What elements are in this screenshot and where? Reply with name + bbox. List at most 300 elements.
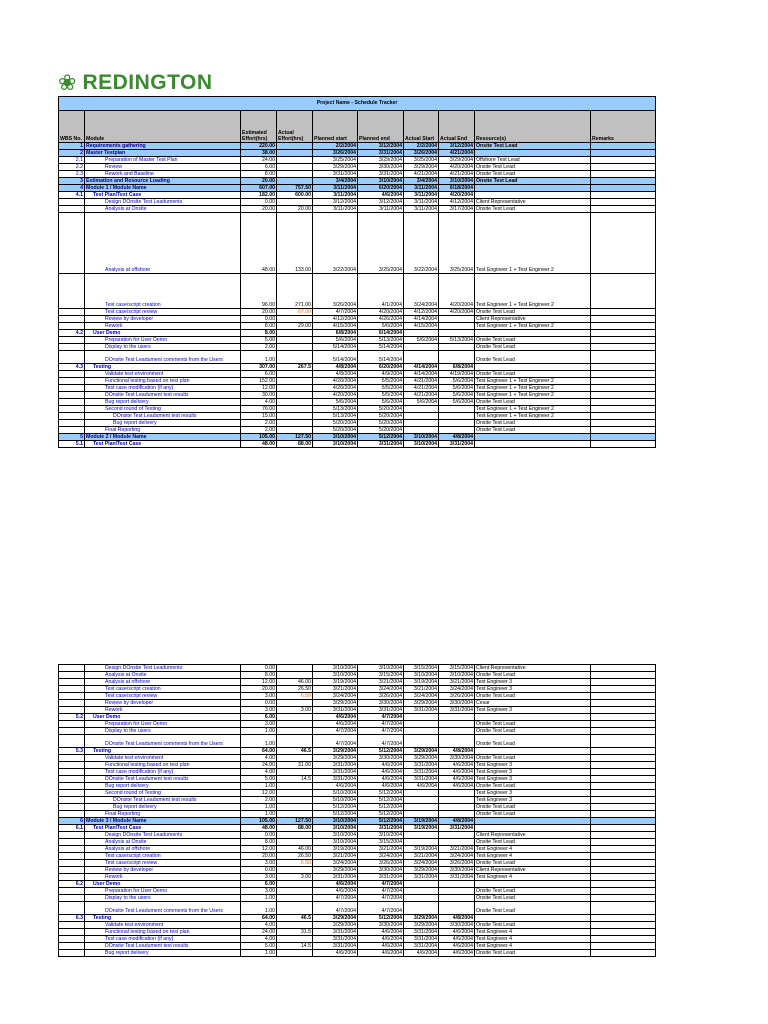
cell-aend: 4/20/2004 — [439, 192, 475, 199]
cell-astart: 3/19/2004 — [404, 818, 439, 825]
cell-pstart: 3/31/2004 — [313, 776, 358, 783]
redington-logo — [58, 70, 213, 96]
cell-pend: 5/20/2004 — [358, 420, 404, 427]
cell-astart: 3/29/2004 — [404, 164, 439, 171]
cell-res: Onsite Test Lead — [475, 351, 591, 364]
cell-est: 12.00 — [241, 679, 277, 686]
cell-module: Design DOnsite Test Leaduments — [85, 665, 241, 672]
cell-module: Test case/script review — [85, 309, 241, 316]
cell-aend: 5/13/2004 — [439, 337, 475, 344]
cell-rem — [591, 364, 656, 371]
cell-wbs — [59, 274, 85, 309]
cell-est: 220.00 — [241, 143, 277, 150]
cell-wbs — [59, 922, 85, 929]
table-row — [59, 143, 656, 150]
cell-est: 105.00 — [241, 434, 277, 441]
cell-pend: 4/7/2004 — [358, 714, 404, 721]
cell-wbs — [59, 337, 85, 344]
schedule-tracker-table-continued — [58, 664, 656, 957]
cell-module: Analysis at Onsite — [85, 839, 241, 846]
cell-module: Analysis at offshore — [85, 213, 241, 274]
cell-astart — [404, 728, 439, 735]
cell-aend: 4/21/2004 — [439, 171, 475, 178]
cell-est: 6.00 — [241, 164, 277, 171]
cell-astart: 3/31/2004 — [404, 929, 439, 936]
col-header-pend: Planned end — [358, 111, 404, 143]
cell-module: Validate test environment — [85, 371, 241, 378]
cell-wbs: 4.3 — [59, 364, 85, 371]
col-header-wbs: WBS No. — [59, 111, 85, 143]
cell-pend: 5/12/2004 — [358, 748, 404, 755]
cell-astart — [404, 721, 439, 728]
table-row — [59, 936, 656, 943]
cell-rem — [591, 832, 656, 839]
cell-est: 105.00 — [241, 818, 277, 825]
cell-act: 14.5 — [277, 776, 313, 783]
cell-wbs: 2 — [59, 150, 85, 157]
cell-act: 14.5 — [277, 943, 313, 950]
cell-astart: 3/11/2004 — [404, 192, 439, 199]
cell-rem — [591, 316, 656, 323]
table-row — [59, 378, 656, 385]
cell-rem — [591, 902, 656, 915]
col-header-est: Estimated Effort(hrs) — [241, 111, 277, 143]
cell-pstart: 3/29/2004 — [313, 748, 358, 755]
cell-aend: 4/6/2004 — [439, 929, 475, 936]
table-row — [59, 790, 656, 797]
cell-aend: 3/24/2004 — [439, 853, 475, 860]
cell-pend: 3/25/2004 — [358, 213, 404, 274]
cell-res: Onsite Test Lead — [475, 888, 591, 895]
cell-astart — [404, 797, 439, 804]
cell-module: Preparation of Master Test Plan — [85, 157, 241, 164]
cell-pend: 4/6/2004 — [358, 936, 404, 943]
cell-aend: 3/15/2004 — [439, 665, 475, 672]
cell-pend: 5/5/2004 — [358, 378, 404, 385]
cell-pend: 3/30/2004 — [358, 922, 404, 929]
cell-res: Onsite Test Lead — [475, 902, 591, 915]
cell-act: 46.5 — [277, 748, 313, 755]
cell-est: 6.00 — [241, 371, 277, 378]
cell-est: 4.00 — [241, 936, 277, 943]
cell-astart: 4/12/2004 — [404, 309, 439, 316]
cell-astart — [404, 427, 439, 434]
cell-wbs — [59, 309, 85, 316]
cell-pend: 5/12/2004 — [358, 797, 404, 804]
cell-pend: 3/21/2004 — [358, 846, 404, 853]
cell-res: Onsite Test Lead — [475, 839, 591, 846]
cell-res: Cesar — [475, 700, 591, 707]
cell-est: 1.00 — [241, 895, 277, 902]
table-row — [59, 700, 656, 707]
cell-aend — [439, 888, 475, 895]
cell-aend — [439, 797, 475, 804]
cell-rem — [591, 895, 656, 902]
table-row — [59, 804, 656, 811]
cell-pend: 4/7/2004 — [358, 881, 404, 888]
table-row — [59, 797, 656, 804]
cell-act: 600.00 — [277, 192, 313, 199]
cell-rem — [591, 721, 656, 728]
table-row — [59, 434, 656, 441]
cell-res: Onsite Test Lead — [475, 728, 591, 735]
cell-astart: 4/6/2004 — [404, 950, 439, 957]
cell-rem — [591, 936, 656, 943]
cell-pend: 3/10/2004 — [358, 665, 404, 672]
cell-est: 0.00 — [241, 832, 277, 839]
cell-wbs — [59, 427, 85, 434]
cell-pstart: 3/24/2004 — [313, 860, 358, 867]
cell-act: 31.00 — [277, 762, 313, 769]
table-row — [59, 686, 656, 693]
cell-pstart: 5/13/2004 — [313, 413, 358, 420]
cell-act — [277, 902, 313, 915]
cell-res — [475, 364, 591, 371]
cell-wbs — [59, 929, 85, 936]
cell-act — [277, 936, 313, 943]
cell-astart: 3/22/2004 — [404, 213, 439, 274]
cell-module: Review by developer — [85, 867, 241, 874]
cell-pend: 3/30/2004 — [358, 867, 404, 874]
table-row — [59, 902, 656, 915]
cell-act — [277, 406, 313, 413]
cell-res: Onsite Test Lead — [475, 922, 591, 929]
cell-pend: 5/12/2004 — [358, 811, 404, 818]
cell-est: 38.00 — [241, 150, 277, 157]
cell-pend: 5/5/2004 — [358, 392, 404, 399]
cell-pend: 4/7/2004 — [358, 721, 404, 728]
cell-act — [277, 783, 313, 790]
cell-wbs: 3 — [59, 178, 85, 185]
table-row — [59, 922, 656, 929]
cell-pstart: 5/14/2004 — [313, 344, 358, 351]
cell-res: Onsite Test Lead — [475, 693, 591, 700]
cell-module: Final Reporting — [85, 427, 241, 434]
cell-module: User Demo — [85, 881, 241, 888]
cell-module: Design DOnsite Test Leaduments — [85, 832, 241, 839]
table-row — [59, 413, 656, 420]
cell-rem — [591, 839, 656, 846]
cell-wbs: 6.2 — [59, 881, 85, 888]
cell-res — [475, 192, 591, 199]
table-row — [59, 783, 656, 790]
table-row — [59, 192, 656, 199]
cell-aend — [439, 714, 475, 721]
cell-act — [277, 351, 313, 364]
table-row — [59, 309, 656, 316]
table-row — [59, 776, 656, 783]
cell-pstart: 3/10/2004 — [313, 434, 358, 441]
cell-wbs: 6.1 — [59, 825, 85, 832]
cell-rem — [591, 804, 656, 811]
cell-module: Analysis at offshore — [85, 846, 241, 853]
table-row — [59, 853, 656, 860]
cell-module: DOnsite Test Leadument comments from the Users — [85, 902, 241, 915]
cell-aend: 4/6/2004 — [439, 936, 475, 943]
cell-astart: 3/11/2004 — [404, 199, 439, 206]
cell-wbs — [59, 762, 85, 769]
cell-wbs — [59, 385, 85, 392]
cell-rem — [591, 748, 656, 755]
cell-module: Second round of Testing — [85, 790, 241, 797]
table-row — [59, 274, 656, 309]
cell-wbs — [59, 888, 85, 895]
cell-res: Onsite Test Lead — [475, 143, 591, 150]
cell-module: Review by developer — [85, 316, 241, 323]
table-row — [59, 316, 656, 323]
cell-res: Onsite Test Lead — [475, 206, 591, 213]
cell-rem — [591, 192, 656, 199]
cell-astart: 4/21/2004 — [404, 385, 439, 392]
table-row — [59, 206, 656, 213]
cell-est: 3.00 — [241, 721, 277, 728]
cell-rem — [591, 915, 656, 922]
cell-est: 8.00 — [241, 839, 277, 846]
cell-aend: 5/6/2004 — [439, 392, 475, 399]
cell-res: Onsite Test Lead — [475, 427, 591, 434]
cell-pstart: 3/29/2004 — [313, 700, 358, 707]
cell-module: DOnsite Test Leadument test results — [85, 413, 241, 420]
cell-est: 4.00 — [241, 399, 277, 406]
cell-aend: 5/6/2004 — [439, 378, 475, 385]
cell-wbs: 5 — [59, 434, 85, 441]
cell-astart — [404, 351, 439, 364]
cell-module: Test case modification (if any) — [85, 385, 241, 392]
cell-astart: 3/31/2004 — [404, 769, 439, 776]
cell-aend: 3/29/2004 — [439, 157, 475, 164]
cell-wbs — [59, 392, 85, 399]
cell-astart — [404, 811, 439, 818]
cell-pend: 5/12/2004 — [358, 790, 404, 797]
cell-act: 88.00 — [277, 441, 313, 448]
cell-est: 12.00 — [241, 846, 277, 853]
cell-pstart: 4/7/2004 — [313, 735, 358, 748]
cell-wbs — [59, 755, 85, 762]
cell-module: Rework — [85, 874, 241, 881]
cell-est: 48.00 — [241, 213, 277, 274]
cell-rem — [591, 399, 656, 406]
cell-pstart: 4/12/2004 — [313, 316, 358, 323]
cell-pstart: 5/12/2004 — [313, 804, 358, 811]
cell-wbs: 5.3 — [59, 748, 85, 755]
cell-pend: 5/20/2004 — [358, 406, 404, 413]
sheet-title: Project Name - Schedule Tracker — [59, 97, 656, 111]
cell-pend: 5/12/2004 — [358, 434, 404, 441]
table-row — [59, 185, 656, 192]
cell-pstart: 3/19/2004 — [313, 846, 358, 853]
cell-est: 0.00 — [241, 665, 277, 672]
cell-wbs — [59, 797, 85, 804]
cell-astart: 3/25/2004 — [404, 157, 439, 164]
cell-aend: 3/17/2004 — [439, 206, 475, 213]
cell-act: 26.50 — [277, 853, 313, 860]
cell-est: 20.00 — [241, 178, 277, 185]
cell-astart: 3/24/2004 — [404, 860, 439, 867]
table-row — [59, 441, 656, 448]
cell-aend: 3/12/2004 — [439, 143, 475, 150]
cell-module: Module 1 / Module Name — [85, 185, 241, 192]
cell-pstart: 5/13/2004 — [313, 406, 358, 413]
table-row — [59, 420, 656, 427]
cell-act — [277, 790, 313, 797]
cell-pend: 3/30/2004 — [358, 755, 404, 762]
cell-astart: 3/21/2004 — [404, 686, 439, 693]
cell-act — [277, 735, 313, 748]
cell-est: 1.00 — [241, 902, 277, 915]
cell-wbs — [59, 769, 85, 776]
cell-module: Final Reporting — [85, 811, 241, 818]
cell-aend: 4/6/2004 — [439, 776, 475, 783]
cell-est: 182.00 — [241, 192, 277, 199]
cell-rem — [591, 950, 656, 957]
col-header-module: Module — [85, 111, 241, 143]
cell-res: Onsite Test Lead — [475, 309, 591, 316]
cell-est: 4.00 — [241, 922, 277, 929]
cell-pstart: 3/10/2004 — [313, 839, 358, 846]
cell-act — [277, 399, 313, 406]
cell-astart: 3/11/2004 — [404, 185, 439, 192]
cell-res: Test Engineer 4 — [475, 853, 591, 860]
cell-res: Test Engineer 3 — [475, 686, 591, 693]
cell-astart: 5/6/2004 — [404, 337, 439, 344]
cell-pend: 6/20/2004 — [358, 364, 404, 371]
cell-astart — [404, 895, 439, 902]
cell-res: Test Engineer 1 + Test Engineer 2 — [475, 413, 591, 420]
cell-est: 5.00 — [241, 776, 277, 783]
table-row — [59, 818, 656, 825]
cell-wbs — [59, 316, 85, 323]
cell-astart: 4/6/2004 — [404, 783, 439, 790]
cell-est: 96.00 — [241, 274, 277, 309]
cell-rem — [591, 783, 656, 790]
cell-module: DOnsite Test Leadument comments from the Users — [85, 351, 241, 364]
cell-pstart: 3/4/2004 — [313, 178, 358, 185]
table-row — [59, 721, 656, 728]
cell-wbs — [59, 846, 85, 853]
cell-res: Onsite Test Lead — [475, 337, 591, 344]
table-row — [59, 950, 656, 957]
cell-pend: 5/14/2004 — [358, 351, 404, 364]
cell-wbs — [59, 790, 85, 797]
cell-pend: 4/7/2004 — [358, 895, 404, 902]
cell-rem — [591, 351, 656, 364]
cell-module: Bug report delivery — [85, 399, 241, 406]
cell-pend: 3/31/2004 — [358, 150, 404, 157]
cell-rem — [591, 853, 656, 860]
cell-aend: 4/6/2004 — [439, 783, 475, 790]
cell-module: Test case/script creation — [85, 274, 241, 309]
table-row — [59, 344, 656, 351]
table-row — [59, 164, 656, 171]
cell-aend: 4/20/2004 — [439, 164, 475, 171]
cell-pstart: 3/29/2004 — [313, 915, 358, 922]
cell-res: Test Engineer 4 — [475, 936, 591, 943]
cell-wbs: 5.2 — [59, 714, 85, 721]
cell-rem — [591, 776, 656, 783]
cell-aend: 6/18/2004 — [439, 185, 475, 192]
cell-aend — [439, 832, 475, 839]
cell-pstart: 3/31/2004 — [313, 943, 358, 950]
cell-pend: 5/14/2004 — [358, 344, 404, 351]
cell-rem — [591, 693, 656, 700]
cell-pstart: 4/7/2004 — [313, 902, 358, 915]
cell-pstart: 3/31/2004 — [313, 171, 358, 178]
cell-module: Validate test environment — [85, 922, 241, 929]
cell-aend — [439, 735, 475, 748]
cell-act — [277, 804, 313, 811]
col-header-resources: Resource(s) — [475, 111, 591, 143]
cell-pend: 3/31/2004 — [358, 825, 404, 832]
cell-est: 12.00 — [241, 385, 277, 392]
cell-act — [277, 728, 313, 735]
col-header-aend: Actual End — [439, 111, 475, 143]
table-row — [59, 728, 656, 735]
cell-rem — [591, 929, 656, 936]
cell-aend: 4/21/2004 — [439, 150, 475, 157]
cell-res: Client Representative — [475, 665, 591, 672]
cell-est: 6.00 — [241, 714, 277, 721]
cell-act: 267.5 — [277, 364, 313, 371]
cell-rem — [591, 344, 656, 351]
cell-pend: 3/15/2004 — [358, 839, 404, 846]
cell-pstart: 3/21/2004 — [313, 853, 358, 860]
cell-pend: 3/31/2004 — [358, 874, 404, 881]
cell-aend: 4/8/2004 — [439, 915, 475, 922]
cell-pend: 3/11/2004 — [358, 206, 404, 213]
cell-aend — [439, 804, 475, 811]
cell-pstart: 4/6/2004 — [313, 714, 358, 721]
col-header-pstart: Planned start — [313, 111, 358, 143]
cell-astart — [404, 330, 439, 337]
cell-aend — [439, 427, 475, 434]
cell-res: Onsite Test Lead — [475, 164, 591, 171]
cell-module: Module 2 / Module Name — [85, 434, 241, 441]
cell-est: 24.00 — [241, 929, 277, 936]
cell-act: 3.00 — [277, 874, 313, 881]
cell-res: Test Engineer 3 — [475, 797, 591, 804]
cell-pend: 4/7/2004 — [358, 735, 404, 748]
cell-res: Test Engineer 3 — [475, 790, 591, 797]
cell-pend: 4/6/2004 — [358, 929, 404, 936]
cell-est: 3.00 — [241, 888, 277, 895]
cell-aend: 3/30/2004 — [439, 755, 475, 762]
cell-astart: 3/21/2004 — [404, 853, 439, 860]
cell-module: Test case modification (if any) — [85, 936, 241, 943]
cell-rem — [591, 178, 656, 185]
cell-module: Test Plan/Test Case — [85, 441, 241, 448]
cell-astart: 3/10/2004 — [404, 434, 439, 441]
cell-pstart: 3/10/2004 — [313, 825, 358, 832]
cell-act — [277, 832, 313, 839]
cell-res: Test Engineer 3 — [475, 762, 591, 769]
cell-wbs: 6 — [59, 818, 85, 825]
cell-rem — [591, 811, 656, 818]
cell-pstart: 4/20/2004 — [313, 385, 358, 392]
cell-module: Validate test environment — [85, 755, 241, 762]
cell-est: 48.00 — [241, 441, 277, 448]
cell-pend: 4/6/2004 — [358, 943, 404, 950]
cell-est: 24.00 — [241, 157, 277, 164]
cell-aend — [439, 881, 475, 888]
cell-module: Preparation for User Demo — [85, 721, 241, 728]
cell-wbs: 2.1 — [59, 157, 85, 164]
cell-module: Functional testing based on test plan — [85, 929, 241, 936]
cell-astart — [404, 888, 439, 895]
cell-res: Onsite Test Lead — [475, 178, 591, 185]
cell-astart: 3/29/2004 — [404, 748, 439, 755]
cell-pend: 3/26/2004 — [358, 860, 404, 867]
cell-wbs: 4.1 — [59, 192, 85, 199]
